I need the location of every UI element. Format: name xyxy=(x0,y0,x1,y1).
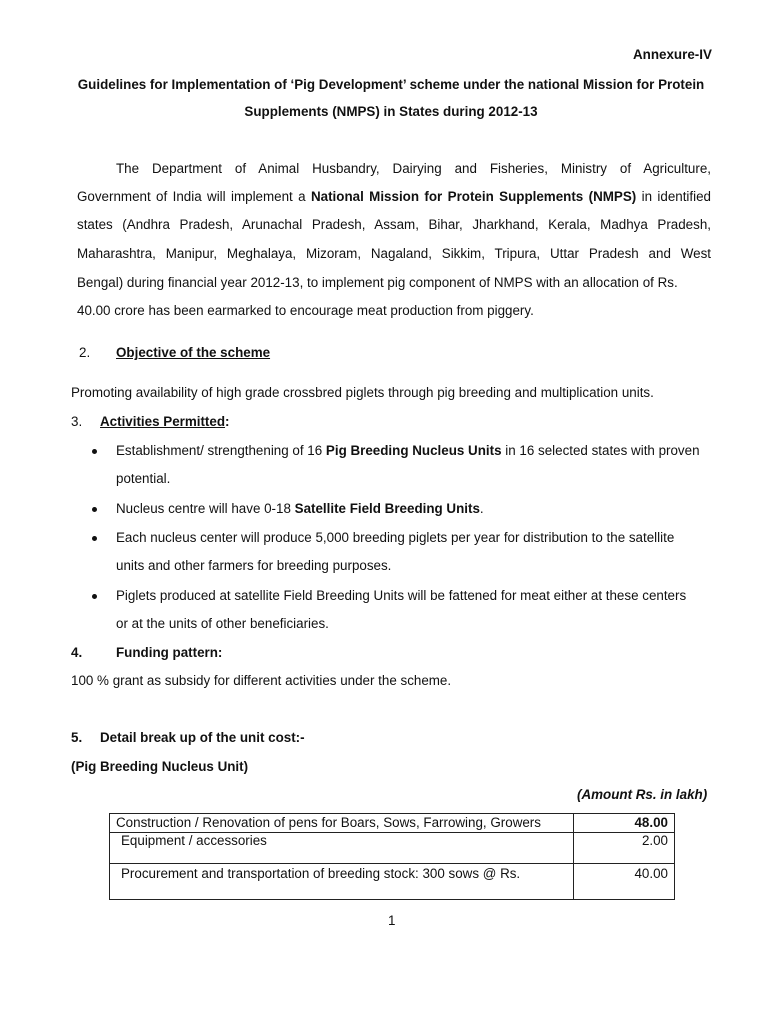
table-cell-amount: 48.00 xyxy=(574,814,675,833)
intro-line-3: states (Andhra Pradesh, Arunachal Pradesh, Assam, Bihar, Jharkhand, Kerala, Madhya Pradesh, xyxy=(77,217,711,232)
bullet-1-line-1 xyxy=(116,443,700,458)
table-cell-item: Construction / Renovation of pens for Boars, Sows, Farrowing, Growers xyxy=(110,814,574,833)
bullet-2-line xyxy=(116,501,484,516)
section-2-text: Promoting availability of high grade crossbred piglets through pig breeding and multiplication units. xyxy=(71,385,654,400)
bullet-1-line-2: potential. xyxy=(116,471,171,486)
section-3-heading-colon: : xyxy=(225,414,230,429)
section-4-text: 100 % grant as subsidy for different activities under the scheme. xyxy=(71,673,452,688)
table-row xyxy=(110,864,675,900)
bullet-1-bold: Pig Breeding Nucleus Units xyxy=(325,443,502,458)
section-4-number: 4. xyxy=(71,645,83,660)
intro-nmps-bold: National Mission for Protein Supplements (NMPS) xyxy=(310,189,637,204)
page-number: 1 xyxy=(388,913,396,928)
table-cell-amount: 40.00 xyxy=(574,864,675,900)
document-title-line2: Supplements (NMPS) in States during 2012-13 xyxy=(244,104,538,119)
bullet-1-dot xyxy=(92,449,97,454)
section-5-number: 5. xyxy=(71,730,83,745)
intro-line-1: The Department of Animal Husbandry, Dairying and Fisheries, Ministry of Agriculture, xyxy=(116,161,711,176)
table-cell-amount: 2.00 xyxy=(574,833,675,864)
section-5-subheading: (Pig Breeding Nucleus Unit) xyxy=(71,759,249,774)
table-row xyxy=(110,814,675,833)
bullet-2-dot xyxy=(92,507,97,512)
section-2-number: 2. xyxy=(79,345,91,360)
section-5-heading: Detail break up of the unit cost:- xyxy=(100,730,305,745)
bullet-3-dot xyxy=(92,536,97,541)
section-4-heading: Funding pattern: xyxy=(116,645,223,660)
section-2-heading: Objective of the scheme xyxy=(116,345,271,360)
bullet-4-dot xyxy=(92,594,97,599)
table-cell-item: Equipment / accessories xyxy=(110,833,574,864)
unit-cost-table xyxy=(109,813,675,900)
bullet-3-line-1: Each nucleus center will produce 5,000 breeding piglets per year for distribution to the satellite xyxy=(116,530,675,545)
intro-line-6: 40.00 crore has been earmarked to encourage meat production from piggery. xyxy=(77,303,534,318)
bullet-1-pre: Establishment/ strengthening of 16 xyxy=(116,443,326,458)
bullet-3-line-2: units and other farmers for breeding purposes. xyxy=(116,558,392,573)
table-cell-item: Procurement and transportation of breeding stock: 300 sows @ Rs. xyxy=(110,864,574,900)
bullet-4-line-2: or at the units of other beneficiaries. xyxy=(116,616,329,631)
bullet-1-post: in 16 selected states with proven xyxy=(501,443,700,458)
section-3-number: 3. xyxy=(71,414,83,429)
annexure-label: Annexure-IV xyxy=(633,47,712,62)
intro-line-5: Bengal) during financial year 2012-13, to implement pig component of NMPS with an allocation of Rs. xyxy=(77,275,678,290)
intro-line-4: Maharashtra, Manipur, Meghalaya, Mizoram, Nagaland, Sikkim, Tripura, Uttar Pradesh and West xyxy=(77,246,711,261)
bullet-2-bold: Satellite Field Breeding Units xyxy=(294,501,480,516)
table-row xyxy=(110,833,675,864)
intro-line-2 xyxy=(77,189,711,204)
amount-unit-note: (Amount Rs. in lakh) xyxy=(577,787,708,802)
section-3-heading-text: Activities Permitted xyxy=(100,414,226,429)
section-3-heading xyxy=(100,414,230,429)
intro-line-2-post: in identified xyxy=(636,189,712,204)
bullet-2-post: . xyxy=(479,501,484,516)
intro-line-2-pre: Government of India will implement a xyxy=(77,189,311,204)
bullet-4-line-1: Piglets produced at satellite Field Breeding Units will be fattened for meat either at these centers xyxy=(116,588,687,603)
document-title-line1: Guidelines for Implementation of ‘Pig Development’ scheme under the national Mission for Protein xyxy=(77,77,705,92)
bullet-2-pre: Nucleus centre will have 0-18 xyxy=(116,501,295,516)
